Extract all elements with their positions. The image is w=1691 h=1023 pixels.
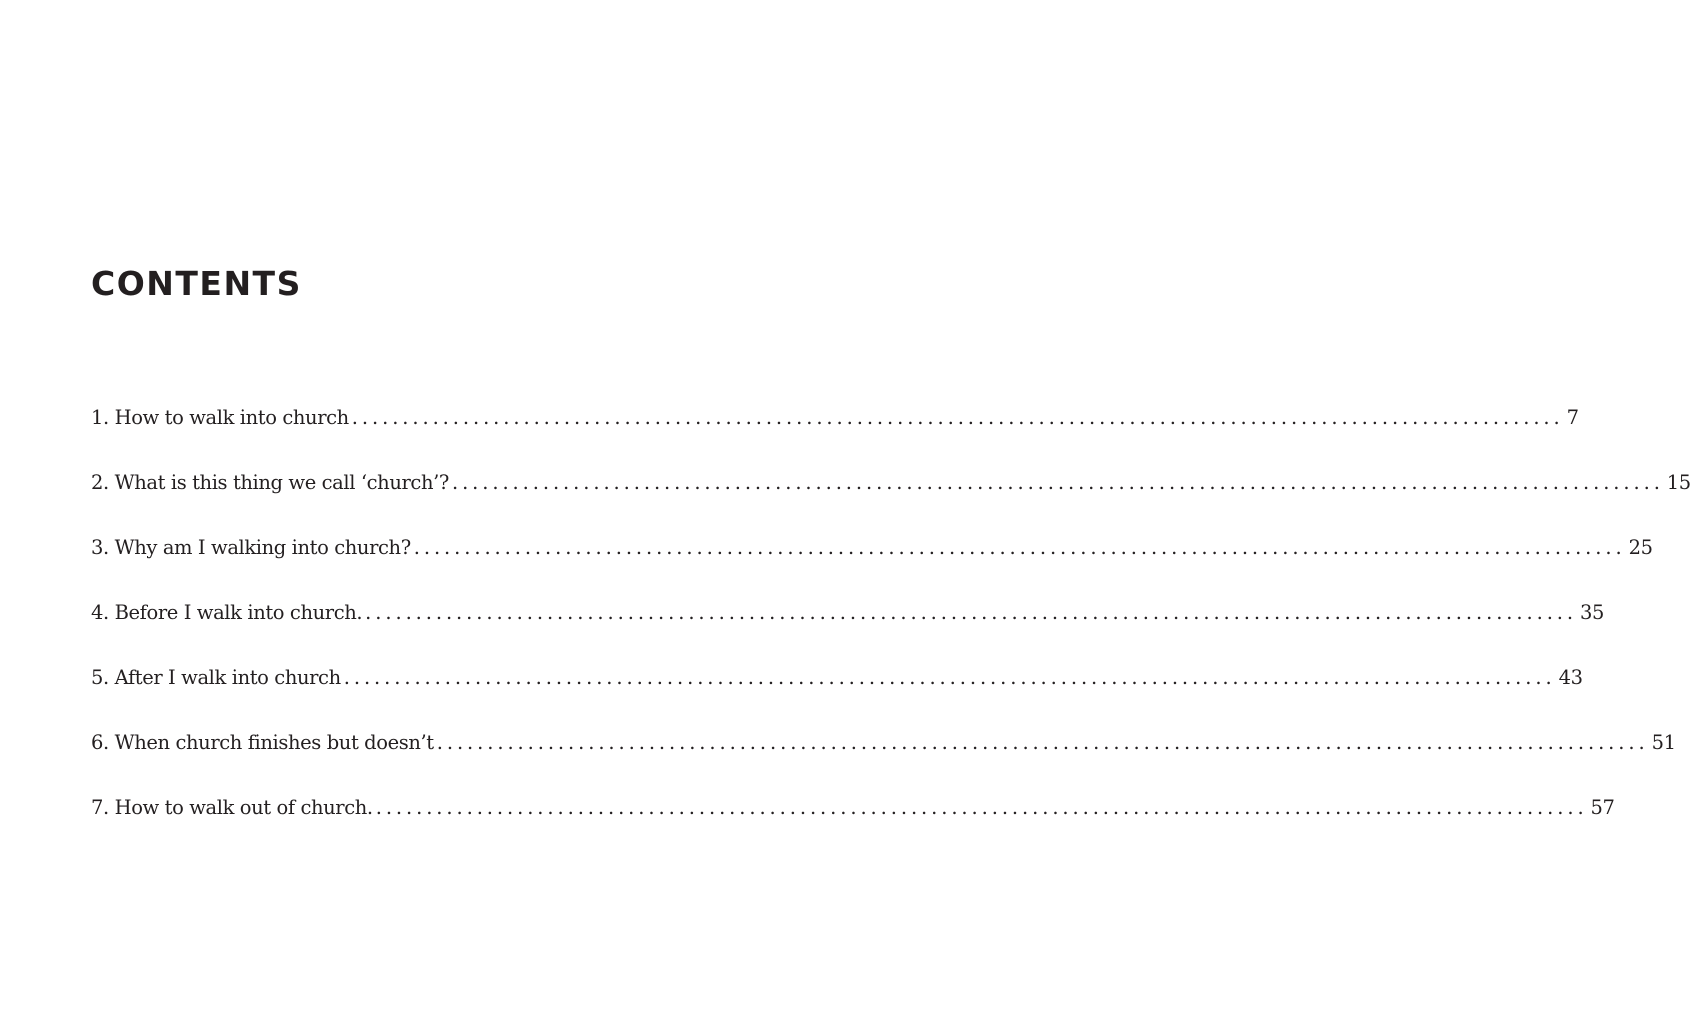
dot-leader: ........................................................................................................................ [451,471,1664,494]
toc-entry-title: 1. How to walk into church [91,406,349,429]
dot-leader: ........................................................................................................................ [343,666,1556,689]
toc-entry-5 [91,661,1583,726]
toc-entry-4 [91,596,1605,661]
contents-heading: CONTENTS [91,264,302,303]
toc-entry-page-number: 25 [1628,536,1653,559]
toc-entry-title: 2. What is this thing we call ‘church’? [91,471,449,494]
toc-entry-page-number: 35 [1580,601,1605,624]
toc-entry-page-number: 43 [1558,666,1583,689]
toc-entry-page-number: 51 [1651,731,1676,754]
toc-entry-7 [91,791,1615,856]
toc-entry-title: 4. Before I walk into church. [91,601,363,624]
table-of-contents [91,401,1691,856]
toc-entry-page-number: 57 [1590,796,1615,819]
dot-leader: ........................................................................................................................ [413,536,1626,559]
dot-leader: ........................................................................................................................ [436,731,1649,754]
dot-leader: ........................................................................................................................ [365,601,1577,624]
toc-entry-title: 6. When church finishes but doesn’t [91,731,434,754]
toc-entry-title: 3. Why am I walking into church? [91,536,411,559]
toc-entry-title: 7. How to walk out of church. [91,796,373,819]
toc-entry-2 [91,466,1691,531]
toc-entry-6 [91,726,1676,791]
dot-leader: ........................................................................................................................ [375,796,1588,819]
dot-leader: ........................................................................................................................ [351,406,1564,429]
toc-entry-title: 5. After I walk into church [91,666,341,689]
toc-entry-3 [91,531,1653,596]
toc-entry-1 [91,401,1579,466]
toc-entry-page-number: 7 [1566,406,1579,429]
toc-entry-page-number: 15 [1666,471,1691,494]
